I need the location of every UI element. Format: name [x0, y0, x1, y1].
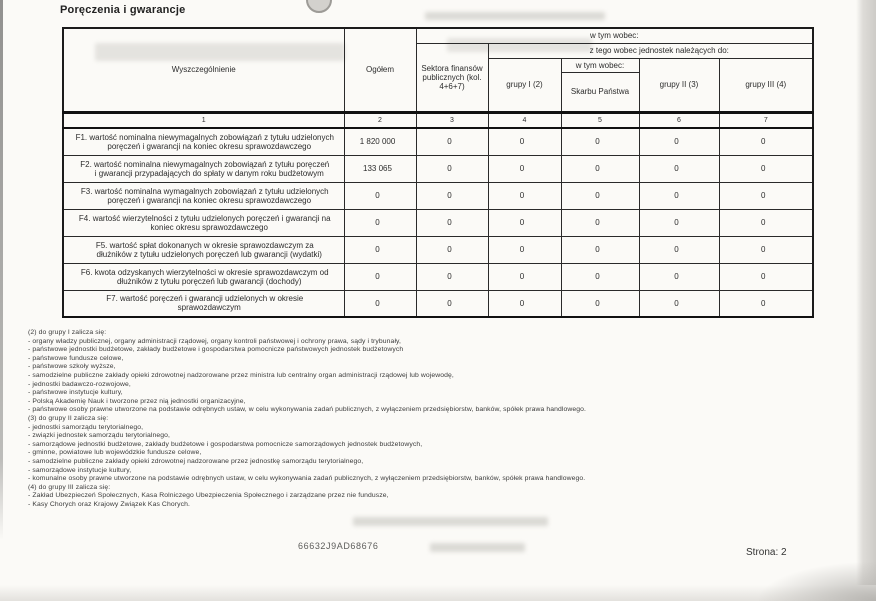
cell-value: 1 820 000	[344, 128, 416, 155]
cell-value: 0	[561, 209, 639, 236]
row-label	[63, 263, 344, 290]
cell-value: 0	[416, 182, 488, 209]
col-number: 1	[63, 112, 344, 128]
cell-value: 0	[561, 236, 639, 263]
footnote-line: (3) do grupy II zalicza się:	[28, 414, 109, 422]
cell-value: 0	[488, 263, 561, 290]
col-header-ogolem: Ogółem	[344, 28, 416, 112]
cell-value: 0	[561, 182, 639, 209]
row-label-line2: i gwarancji przypadających do spłaty w danym roku budżetowym	[94, 168, 324, 178]
cell-value: 0	[639, 236, 719, 263]
row-label	[63, 236, 344, 263]
row-label-line2: dłużników z tytułu poręczeń lub gwarancji (dochody)	[116, 276, 302, 286]
footnote-line: - komunalne osoby prawne utworzone na podstawie odrębnych ustaw, w celu wykonywania zadań publicznych, z wyłączeniem przedsiębiorstw, banków, spółek prawa handlowego.	[28, 475, 586, 483]
row-label-line1: F7. wartość poręczeń i gwarancji udzielonych w okresie	[106, 294, 304, 304]
cell-value: 0	[639, 182, 719, 209]
col-header-skarbu-panstwa: Skarbu Państwa	[561, 72, 639, 112]
footnote-line: - samorządowe instytucje kultury,	[28, 466, 132, 474]
col-number: 2	[344, 112, 416, 128]
cell-value: 0	[488, 209, 561, 236]
cell-value: 0	[344, 236, 416, 263]
bleed-through-artifact	[425, 12, 605, 20]
footnote-line: - państwowe fundusze celowe,	[28, 354, 124, 362]
footnote-line: (2) do grupy I zalicza się:	[28, 329, 107, 336]
cell-value: 0	[639, 155, 719, 182]
header-band-z-tego-wobec: z tego wobec jednostek należących do:	[488, 43, 813, 58]
row-label	[63, 209, 344, 236]
row-label-line1: F4. wartość wierzytelności z tytułu udzielonych poręczeń i gwarancji na	[78, 213, 331, 223]
footnote-line: - państwowe instytucje kultury,	[28, 389, 123, 397]
table-row-f6	[63, 263, 813, 290]
footnote-line: - samodzielne publiczne zakłady opieki zdrowotnej nadzorowane przez jednostkę samorządu terytorialnego,	[28, 457, 364, 465]
cell-value: 0	[416, 128, 488, 155]
footnote-line: - jednostki samorządu terytorialnego,	[28, 423, 144, 431]
bleed-through-artifact	[430, 543, 525, 552]
cell-value: 0	[416, 236, 488, 263]
row-label-line2: poręczeń i gwarancji na koniec okresu sprawozdawczego	[107, 195, 312, 205]
paper-left-edge	[0, 0, 3, 540]
footnote-line: (4) do grupy III zalicza się:	[28, 483, 111, 491]
col-number: 7	[719, 112, 813, 128]
cell-value: 0	[719, 182, 813, 209]
cell-value: 0	[416, 209, 488, 236]
footnote-line: - organy władzy publicznej, organy administracji rządowej, organy kontroli państwowej i ochrony prawa, sądy i trybunały,	[28, 337, 402, 345]
cell-value: 0	[488, 290, 561, 317]
cell-value: 0	[344, 182, 416, 209]
page-title: Poręczenia i gwarancje	[60, 4, 186, 16]
col-number: 5	[561, 112, 639, 128]
cell-value: 0	[719, 263, 813, 290]
cell-value: 0	[488, 236, 561, 263]
header-band-w-tym-wobec-2: w tym wobec:	[561, 58, 639, 72]
row-label	[63, 182, 344, 209]
row-label	[63, 155, 344, 182]
document-id: 66632J9AD68676	[298, 541, 379, 551]
cell-value: 0	[488, 155, 561, 182]
cell-value: 0	[639, 290, 719, 317]
row-label-line1: F2. wartość nominalna niewymagalnych zobowiązań z tytułu poręczeń	[80, 159, 330, 169]
col-number: 6	[639, 112, 719, 128]
cell-value: 0	[639, 263, 719, 290]
table-row-f7	[63, 290, 813, 317]
cell-value: 0	[344, 263, 416, 290]
footnote-line: - gminne, powiatowe lub wojewódzkie fundusze celowe,	[28, 449, 202, 457]
cell-value: 0	[561, 128, 639, 155]
punch-hole	[306, 0, 332, 13]
cell-value: 0	[719, 236, 813, 263]
col-header-grupy-ii: grupy II (3)	[639, 58, 719, 112]
cell-value: 0	[416, 155, 488, 182]
row-label-line1: F3. wartość nominalna wymagalnych zobowiązań z tytułu udzielonych	[80, 186, 329, 196]
cell-value: 0	[639, 128, 719, 155]
page-number: Strona: 2	[746, 547, 787, 558]
cell-value: 0	[719, 209, 813, 236]
cell-value: 0	[561, 263, 639, 290]
paper-right-edge	[856, 0, 876, 601]
paper-corner-shadow	[756, 561, 876, 601]
column-number-row	[63, 112, 813, 128]
guarantees-table	[62, 27, 814, 318]
cell-value: 0	[719, 290, 813, 317]
guarantees-table-wrapper	[62, 27, 812, 318]
footnote-line: - Polską Akademię Nauk i tworzone przez nią jednostki organizacyjne,	[28, 397, 246, 405]
paper-bottom-edge	[0, 585, 876, 601]
cell-value: 0	[561, 155, 639, 182]
cell-value: 0	[488, 182, 561, 209]
row-label-line1: F5. wartość spłat dokonanych w okresie sprawozdawczym za	[95, 240, 314, 250]
table-row-f5	[63, 236, 813, 263]
cell-value: 0	[344, 290, 416, 317]
col-header-sektora-finansow: Sektora finansów publicznych (kol. 4+6+7)	[416, 43, 488, 112]
cell-value: 0	[416, 290, 488, 317]
row-label-line1: F1. wartość nominalna niewymagalnych zobowiązań z tytułu udzielonych	[75, 132, 334, 142]
col-number: 3	[416, 112, 488, 128]
cell-value: 0	[561, 290, 639, 317]
cell-value: 0	[488, 128, 561, 155]
col-header-grupy-i: grupy I (2)	[488, 58, 561, 112]
row-label-line1: F6. kwota odzyskanych wierzytelności w okresie sprawozdawczym od	[80, 267, 329, 277]
footnote-line: - Zakład Ubezpieczeń Społecznych, Kasa Rolniczego Ubezpieczenia Społecznego i zarządzane przez nie fundusze,	[28, 492, 389, 500]
table-row-f1	[63, 128, 813, 155]
col-number: 4	[488, 112, 561, 128]
footnote-line: - związki jednostek samorządu terytorialnego,	[28, 432, 171, 440]
footnotes-block	[28, 329, 858, 509]
footnote-line: - państwowe osoby prawne utworzone na podstawie odrębnych ustaw, w celu wykonywania zadań publicznych, z wyłączeniem przedsiębiorstw, banków, spółek prawa handlowego.	[28, 406, 587, 414]
footnote-line: - państwowe szkoły wyższe,	[28, 363, 116, 371]
footnote-line: - Kasy Chorych oraz Krajowy Związek Kas Chorych.	[28, 500, 190, 508]
cell-value: 133 065	[344, 155, 416, 182]
cell-value: 0	[639, 209, 719, 236]
row-label-line2: dłużników z tytułu udzielonych poręczeń lub gwarancji (wydatki)	[96, 249, 322, 259]
col-header-grupy-iii: grupy III (4)	[719, 58, 813, 112]
table-row-f3	[63, 182, 813, 209]
cell-value: 0	[416, 263, 488, 290]
header-band-w-tym-wobec: w tym wobec:	[416, 28, 813, 43]
row-label-line2: koniec okresu sprawozdawczego	[150, 222, 268, 232]
table-row-f2	[63, 155, 813, 182]
col-header-wyszczegolnienie: Wyszczególnienie	[63, 28, 344, 112]
cell-value: 0	[719, 128, 813, 155]
cell-value: 0	[719, 155, 813, 182]
footnote-line: - samodzielne publiczne zakłady opieki zdrowotnej nadzorowane przez ministra lub centralny organ administracji rządowej lub wojewodę,	[28, 371, 454, 379]
row-label	[63, 128, 344, 155]
row-label-line2: sprawozdawczym	[177, 303, 241, 313]
row-label	[63, 290, 344, 317]
footnote-line: - państwowe jednostki budżetowe, zakłady budżetowe i gospodarstwa pomocnicze państwowych jednostek budżetowych	[28, 346, 404, 354]
footnote-line: - samorządowe jednostki budżetowe, zakłady budżetowe i gospodarstwa pomocnicze samorządowych jednostek budżetowych,	[28, 440, 423, 448]
bleed-through-artifact	[353, 517, 548, 526]
table-row-f4	[63, 209, 813, 236]
cell-value: 0	[344, 209, 416, 236]
row-label-line2: poręczeń i gwarancji na koniec okresu sprawozdawczego	[107, 141, 312, 151]
footnote-line: - jednostki badawczo-rozwojowe,	[28, 380, 131, 388]
